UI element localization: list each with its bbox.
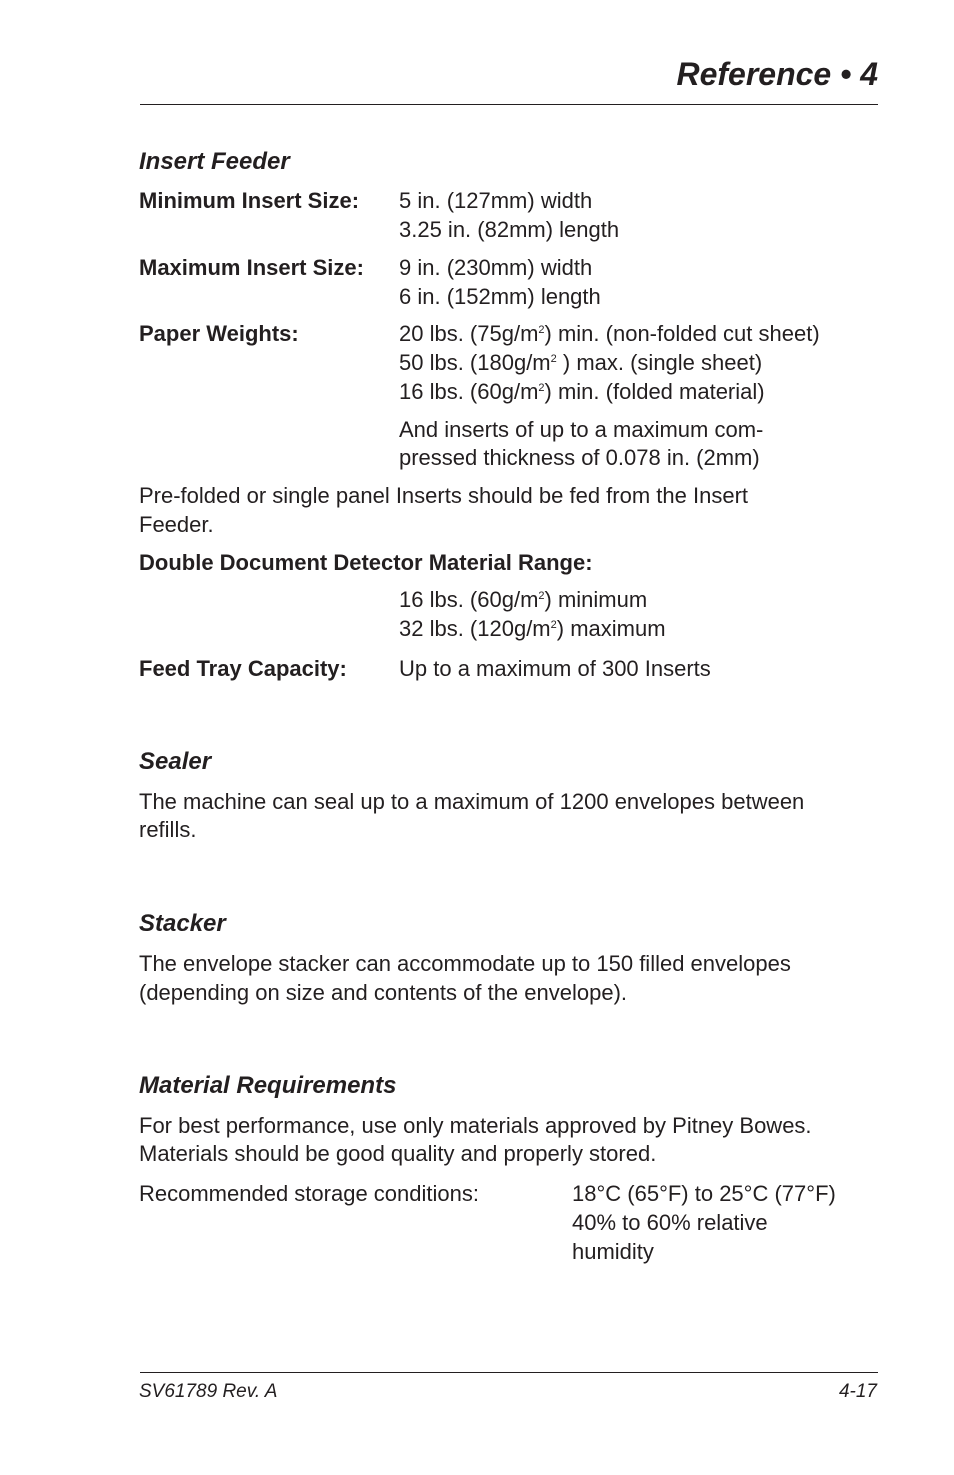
footer-rule: [140, 1372, 878, 1373]
stacker-text-line-2: (depending on size and contents of the envelope).: [139, 980, 628, 1005]
header-rule: [140, 104, 878, 105]
sealer-text-line-1: The machine can seal up to a maximum of 1200 envelopes between: [139, 789, 805, 814]
sealer-heading: Sealer: [139, 748, 212, 775]
thickness-line-1: And inserts of up to a maximum com-: [399, 417, 764, 442]
ddd-maximum: 32 lbs. $(120g/m^2)$ maximum: [399, 616, 666, 641]
material-requirements-heading: Material Requirements: [139, 1072, 397, 1099]
max-insert-width: 9 in. (230mm) width: [399, 255, 593, 280]
max-insert-length: 6 in. (152mm) length: [399, 284, 601, 309]
material-text-line-1: For best performance, use only materials approved by Pitney Bowes.: [139, 1113, 812, 1138]
stacker-text-line-1: The envelope stacker can accommodate up to 150 filled envelopes: [139, 951, 791, 976]
prefolded-text-line-2: Feeder.: [139, 512, 214, 537]
footer-document-id: SV61789 Rev. A: [139, 1381, 278, 1402]
page-header-title: Reference • 4: [676, 56, 878, 92]
max-insert-size-label: Maximum Insert Size:: [139, 255, 364, 280]
storage-conditions-label: Recommended storage conditions:: [139, 1181, 479, 1206]
thickness-line-2: pressed thickness of 0.078 in. (2mm): [399, 445, 760, 470]
paper-weight-single-sheet: 50 lbs. ($180g/m^2$ ) max. (single sheet): [399, 350, 763, 375]
feed-tray-capacity-value: Up to a maximum of 300 Inserts: [399, 656, 711, 681]
storage-humidity-line-1: 40% to 60% relative: [572, 1210, 768, 1235]
ddd-minimum: 16 lbs. $(60g/m^2)$ minimum: [399, 587, 648, 612]
storage-humidity-line-2: humidity: [572, 1239, 654, 1264]
paper-weight-folded: 16 lbs. $(60g/m^2)$ min. (folded material): [399, 379, 765, 404]
feed-tray-capacity-label: Feed Tray Capacity:: [139, 656, 347, 681]
paper-weights-label: Paper Weights:: [139, 321, 299, 346]
min-insert-width: 5 in. (127mm) width: [399, 188, 593, 213]
material-text-line-2: Materials should be good quality and properly stored.: [139, 1141, 657, 1166]
prefolded-text-line-1: Pre-folded or single panel Inserts should be fed from the Insert: [139, 483, 749, 508]
min-insert-length: 3.25 in. (82mm) length: [399, 217, 620, 242]
footer-page-number: 4-17: [838, 1381, 877, 1402]
stacker-heading: Stacker: [139, 910, 226, 937]
paper-weight-cut-sheet: 20 lbs. $(75g/m^2)$ min. (non-folded cut sheet): [399, 321, 820, 346]
double-document-detector-label: Double Document Detector Material Range:: [139, 550, 593, 575]
storage-temperature: 18°C (65°F) to 25°C (77°F): [572, 1181, 836, 1206]
sealer-text-line-2: refills.: [139, 817, 197, 842]
min-insert-size-label: Minimum Insert Size:: [139, 188, 360, 213]
insert-feeder-heading: Insert Feeder: [139, 148, 290, 175]
